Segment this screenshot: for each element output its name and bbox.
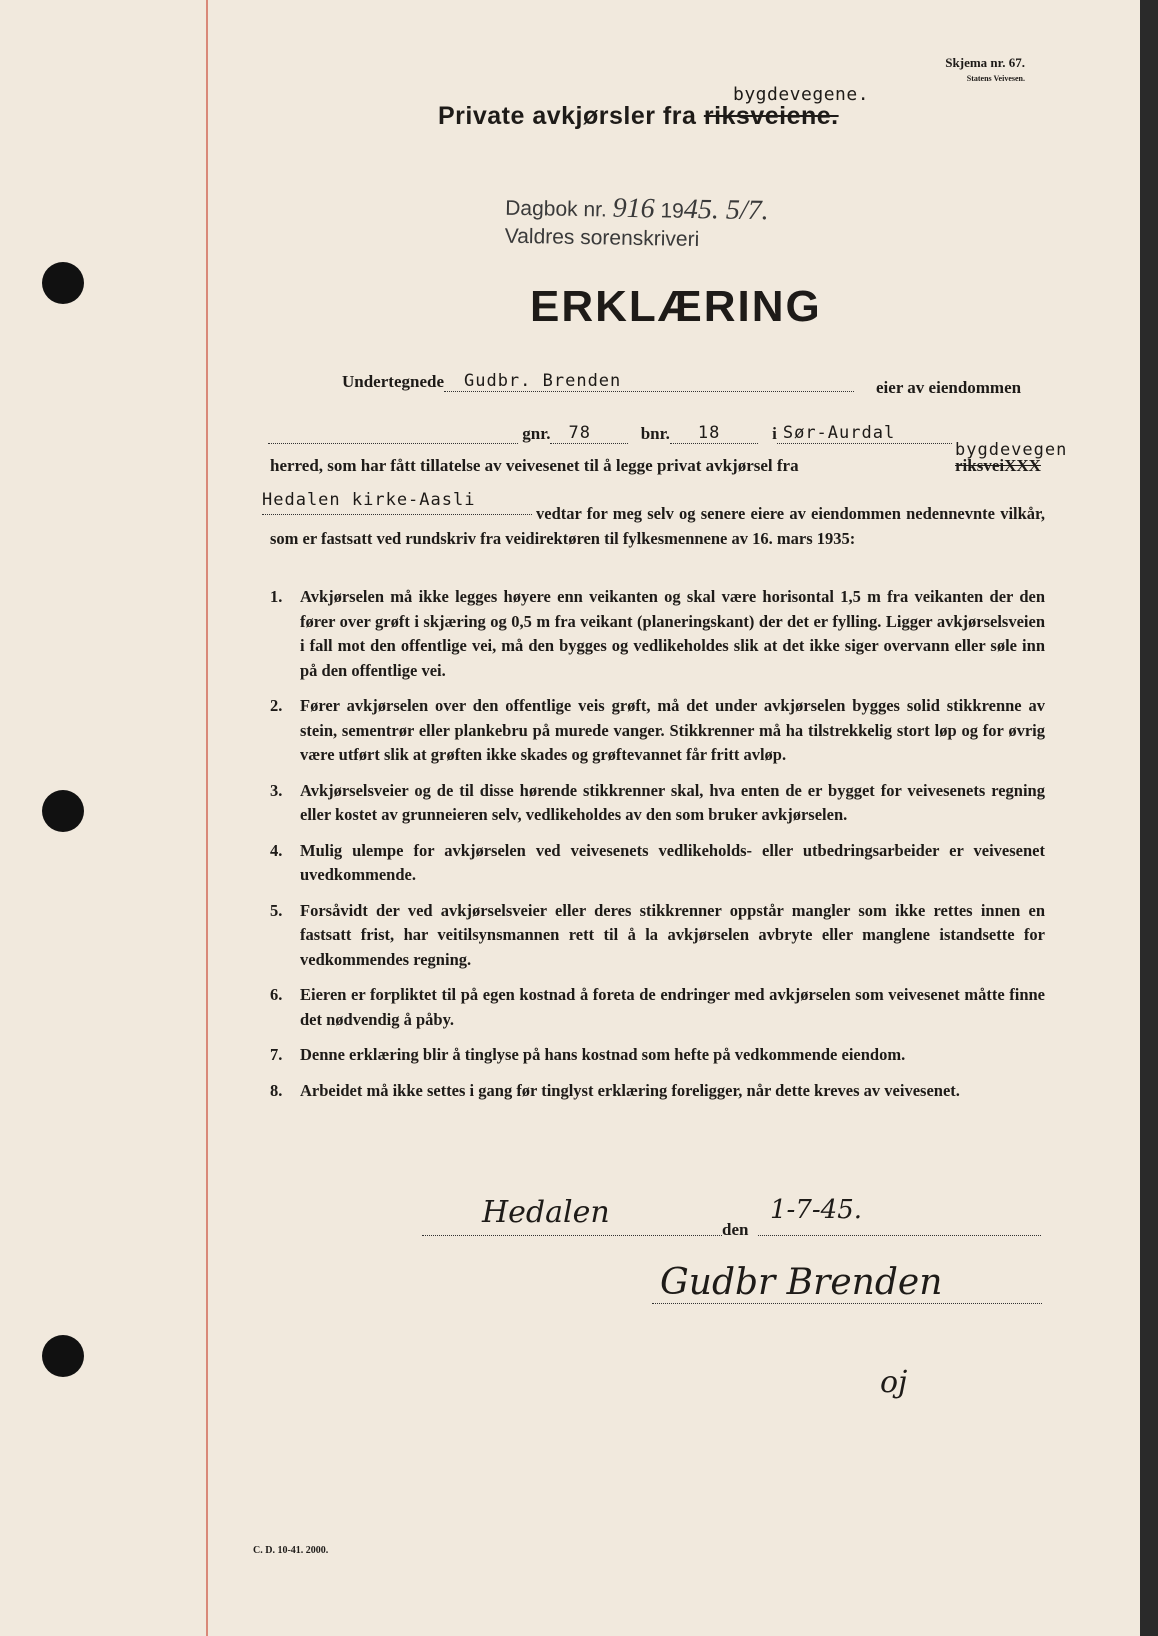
owner-text: eier av eiendommen [876, 378, 1022, 397]
road-name: Hedalen kirke-Aasli [262, 490, 476, 510]
punch-hole-bottom [42, 1335, 84, 1377]
herred-text: herred, som har fått tillatelse av veivesenet til å legge privat avkjørsel fra [270, 456, 799, 475]
punch-hole-middle [42, 790, 84, 832]
undersigned-label: Undertegnede [342, 372, 444, 391]
date-field [758, 1235, 1041, 1236]
title-struck-word: riksveiene. [703, 102, 839, 130]
blank-field [268, 443, 518, 444]
heading: ERKLÆRING [530, 282, 822, 331]
signature-date: 1-7-45. [770, 1195, 863, 1225]
undersigned-field [444, 371, 854, 392]
conditions-list [270, 585, 1045, 1114]
condition-item: 7. Denne erklæring blir å tinglyse på hans kostnad som hefte på vedkommende eiendom. [270, 1045, 906, 1064]
road-typed: bygdevegen [955, 440, 1068, 460]
title-main: Private avkjørsler fra [438, 102, 697, 130]
title-correction: bygdevegene. [733, 84, 870, 105]
registry-stamp [505, 193, 769, 256]
condition-item: 4. Mulig ulempe for avkjørselen ved veivesenets vedlikeholds- eller utbedringsarbeider er veivesenet uvedkommende. [270, 840, 1045, 884]
gnr-value: 78 [568, 423, 591, 443]
gnr-label: gnr. [522, 424, 551, 443]
stamp-prefix: Dagbok nr. [505, 196, 608, 222]
in-label: i [772, 424, 777, 443]
margin-line [206, 0, 208, 1636]
condition-item: 5. Forsåvidt der ved avkjørselsveier eller deres stikkrenner oppstår mangler som ikke rettes innen en fastsatt frist, har veitilsynsmannen rett til å la avkjørselen avbryte eller manglene istandsette for vedkommendes regning. [270, 900, 1045, 969]
bnr-field [670, 423, 758, 444]
stamp-court: Valdres sorenskriveri [504, 224, 700, 252]
bnr-label: bnr. [640, 424, 670, 443]
accepts-paragraph: vedtar for meg selv og senere eiere av eiendommen nedennevnte vilkår, som er fastsatt ved rundskriv fra veidirektøren til fylkesmennene av 16. mars 1935: [270, 504, 1045, 548]
form-number: Skjema nr. 67. [945, 55, 1025, 70]
document-title [438, 84, 870, 131]
bnr-value: 18 [697, 423, 721, 443]
signature-initials: oj [880, 1365, 908, 1400]
municipality-field [777, 423, 952, 444]
condition-item: 3. Avkjørselsveier og de til disse hørende stikkrenner skal, hva enten de er bygget for veivesenets regning eller kostet av grunneieren selv, vedlikeholdes av den som bruker avkjørselen. [270, 780, 1045, 824]
stamp-date: 45. 5/7. [683, 193, 769, 227]
road-struck: riksveiXXX [955, 456, 1041, 475]
signature-field [652, 1303, 1042, 1304]
undersigned-line [342, 372, 854, 392]
gnr-field [550, 423, 628, 444]
stamp-year-prefix: 19 [660, 199, 685, 223]
place-field [422, 1235, 722, 1236]
signature-place: Hedalen [482, 1195, 610, 1230]
undersigned-value: Gudbr. Brenden [463, 371, 622, 391]
condition-item: 8. Arbeidet må ikke settes i gang før tinglyst erklæring foreligger, når dette kreves av veivesenet. [270, 1080, 960, 1100]
stamp-number: 916 [612, 192, 655, 225]
form-issuer: Statens Veivesen. [966, 74, 1025, 83]
den-label: den [722, 1220, 749, 1239]
municipality-value: Sør-Aurdal [782, 423, 896, 443]
condition-item: 1. Avkjørselen må ikke legges høyere enn veikanten og skal være horisontal 1,5 m fra veikanten der den fører over grøft i skjæring og 0,5 m fra veikant (planeringskant) der det er fylling. Ligger avkjørselsveien i fall mot den offentlige vei, må den bygges og vedlikeholdes slik at det ikke siger overvann eller søle inn på den offentlige vei. [270, 587, 1045, 680]
form-number-block [945, 55, 1025, 87]
signature-name: Gudbr Brenden [660, 1262, 943, 1303]
punch-hole-top [42, 262, 84, 304]
property-line [268, 424, 952, 444]
condition-item: 2. Fører avkjørselen over den offentlige veis grøft, må det under avkjørselen bygges solid stikkrenne av stein, sementrør eller plankebru på murede vanger. Stikkrenner må ha tilstrekkelig stort løp og for øvrig være utført slik at grøften ikke skades og grøftevannet får fritt avløp. [270, 696, 1045, 764]
condition-item: 6. Eieren er forpliktet til på egen kostnad å foreta de endringer med avkjørselen som veivesenet måtte finne det nødvendig å påby. [270, 985, 1045, 1029]
print-code: C. D. 10-41. 2000. [253, 1545, 329, 1556]
